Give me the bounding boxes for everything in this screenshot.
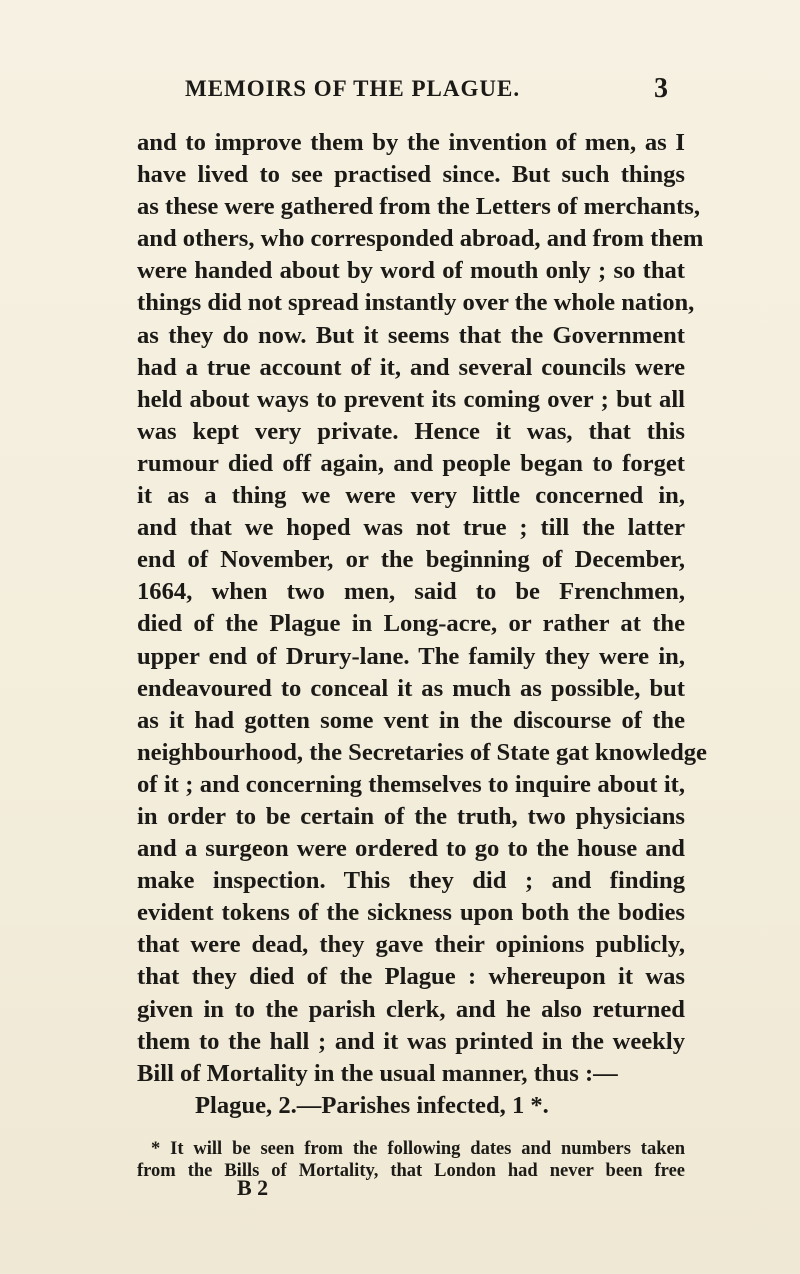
text-line: were handed about by word of mouth only ; so that	[137, 257, 685, 285]
page-header	[140, 73, 800, 116]
text-line: end of November, or the beginning of December,	[137, 546, 685, 574]
text-line: and others, who corresponded abroad, and from them	[137, 225, 704, 253]
text-line: 1664, when two men, said to be Frenchmen,	[137, 578, 685, 606]
plague-count-line: Plague, 2.—Parishes infected, 1 *.	[195, 1091, 549, 1119]
page-number: 3	[654, 73, 668, 104]
text-line: had a true account of it, and several councils were	[137, 353, 685, 381]
text-line: as it had gotten some vent in the discourse of the	[137, 706, 685, 734]
body-text	[137, 127, 707, 1122]
text-line: in order to be certain of the truth, two physicians	[137, 802, 685, 830]
text-line: upper end of Drury-lane. The family they were in,	[137, 642, 685, 670]
text-line: died of the Plague in Long-acre, or rather at the	[137, 610, 685, 638]
text-line: of it ; and concerning themselves to inquire about it,	[137, 770, 685, 798]
text-line: and a surgeon were ordered to go to the house and	[137, 835, 685, 863]
text-line: it as a thing we were very little concerned in,	[137, 482, 685, 510]
text-line: that were dead, they gave their opinions publicly,	[137, 931, 685, 959]
text-line: neighbourhood, the Secretaries of State gat knowledge	[137, 738, 707, 766]
text-line: things did not spread instantly over the whole nation,	[137, 289, 695, 317]
text-line: given in to the parish clerk, and he also returned	[137, 995, 685, 1023]
text-line: make inspection. This they did ; and finding	[137, 867, 685, 895]
text-line: was kept very private. Hence it was, that this	[137, 417, 685, 445]
running-title: MEMOIRS OF THE PLAGUE.	[185, 76, 521, 101]
text-line: rumour died off again, and people began to forget	[137, 449, 685, 477]
text-line: and that we hoped was not true ; till the latter	[137, 514, 685, 542]
text-line: as these were gathered from the Letters of merchants,	[137, 193, 701, 221]
text-line: held about ways to prevent its coming over ; but all	[137, 385, 685, 413]
footnote-line: * It will be seen from the following dates and numbers taken	[151, 1139, 685, 1159]
footnote	[137, 1138, 685, 1182]
footnote-line: from the Bills of Mortality, that London had never been free	[137, 1161, 685, 1181]
signature-mark: B 2	[237, 1175, 269, 1200]
text-line: as they do now. But it seems that the Government	[137, 321, 685, 349]
text-line: evident tokens of the sickness upon both the bodies	[137, 899, 685, 927]
text-line: that they died of the Plague : whereupon it was	[137, 963, 685, 991]
text-line: Bill of Mortality in the usual manner, thus :—	[137, 1059, 618, 1087]
text-line: endeavoured to conceal it as much as possible, but	[137, 674, 685, 702]
text-line: and to improve them by the invention of men, as I	[137, 129, 685, 156]
text-line: have lived to see practised since. But such things	[137, 161, 685, 189]
text-line: them to the hall ; and it was printed in the weekly	[137, 1027, 685, 1055]
